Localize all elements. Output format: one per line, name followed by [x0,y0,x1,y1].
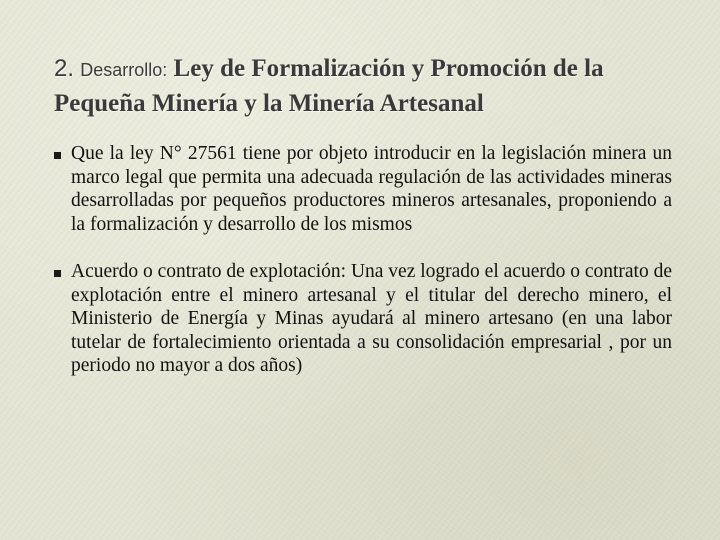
bullet-item [54,260,672,378]
bullet-list [54,142,672,402]
bullet-text: Que la ley N° 27561 tiene por objeto introducir en la legislación minera un marco legal que permita una adecuada regulación de las actividades mineras desarrolladas por pequeños productores mineros artesanales, proponiendo a la formalización y desarrollo de los mismos [71,143,672,235]
bullet-item [54,142,672,236]
slide-title [54,52,684,120]
title-number: 2. [54,55,75,82]
square-bullet-icon [54,270,61,277]
title-label: Desarrollo: [80,60,168,80]
square-bullet-icon [54,152,61,159]
bullet-text: Acuerdo o contrato de explotación: Una vez logrado el acuerdo o contrato de explotación entre el minero artesanal y el titular del derecho minero, el Ministerio de Energía y Minas ayudará al minero artesano (en una labor tutelar de fortalecimiento orientada a su consolidación empresarial , por un periodo no mayor a dos años) [71,261,673,376]
title-heading: Ley de Formalización y Promoción de la Pequeña Minería y la Minería Artesanal [54,55,604,117]
